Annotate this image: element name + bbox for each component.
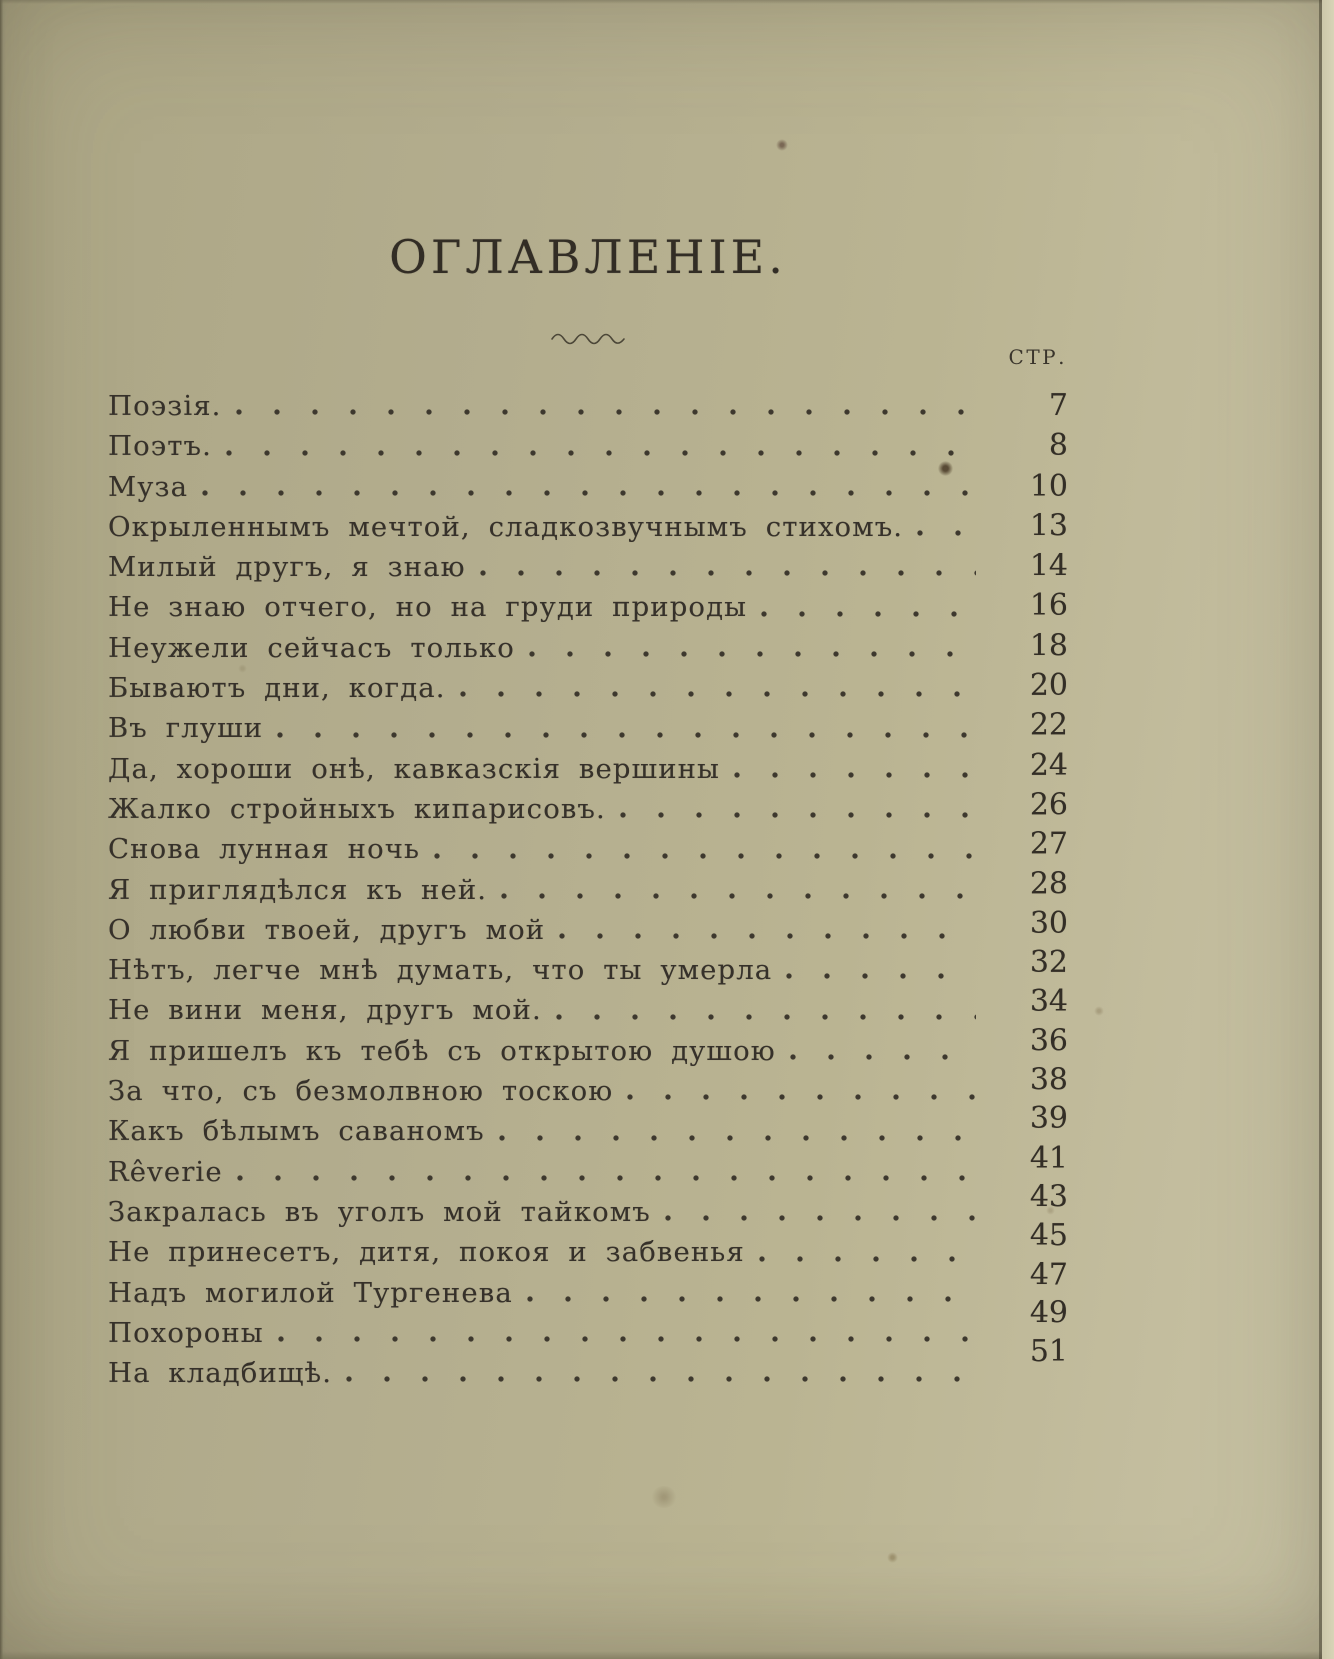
dot-leader [236, 407, 976, 417]
toc-entry-page-number: 20 [1029, 668, 1068, 704]
toc-entry-page-number: 14 [1029, 548, 1068, 584]
toc-entry-page-number: 38 [1029, 1062, 1068, 1098]
toc-entry-page-number: 39 [1029, 1101, 1068, 1137]
toc-entry-title: Да, хороши онѣ, кавказскія вершины [108, 752, 721, 785]
toc-entry-title: Поэзія. [108, 390, 222, 422]
toc-entry-page-number: 34 [1029, 984, 1068, 1020]
toc-entry-page-number: 47 [1029, 1256, 1068, 1292]
toc-entry-row [108, 749, 1068, 789]
toc-entry-row [108, 984, 1068, 1030]
toc-entry-page-number: 16 [1029, 588, 1068, 624]
toc-entry-title: Какъ бѣлымъ саваномъ [108, 1115, 485, 1148]
dot-leader [527, 1294, 976, 1304]
toc-entry-row [108, 507, 1068, 547]
paper-stain [776, 139, 788, 151]
page-left-edge [0, 0, 6, 1659]
dot-leader [620, 810, 976, 820]
toc-entry-page-number: 24 [1029, 747, 1068, 783]
toc-entry-title: На кладбищѣ. [108, 1357, 333, 1390]
toc-entry-row [108, 866, 1068, 910]
dot-leader [790, 1052, 976, 1062]
toc-entry-row [108, 945, 1068, 990]
toc-entry-page-number: 26 [1029, 787, 1068, 823]
page-column-header: СТР. [1008, 345, 1067, 369]
toc-entry-row [108, 1295, 1068, 1353]
paper-stain [887, 1552, 898, 1563]
toc-entry-title: Поэтъ. [108, 430, 212, 463]
toc-entry-title: Снова лунная ночь [108, 833, 421, 866]
dot-leader [786, 971, 976, 981]
toc-entry-row [108, 1179, 1068, 1232]
page-right-edge [1322, 0, 1334, 1659]
dot-leader [529, 649, 976, 659]
paper-stain [650, 1486, 678, 1508]
toc-entry-page-number: 7 [1048, 388, 1068, 423]
toc-entry-page-number: 10 [1029, 468, 1068, 504]
dot-leader [627, 1092, 976, 1102]
toc-entry-row [108, 789, 1068, 829]
page-title: ОГЛАВЛЕНІЕ. [389, 230, 787, 284]
toc-entry-title: Нѣтъ, легче мнѣ думать, что ты умерла [108, 954, 773, 987]
toc-entry-title: Бываютъ дни, когда. [108, 672, 446, 705]
toc-entry-row [108, 467, 1068, 507]
toc-entry-title: Не принесетъ, дитя, покоя и забвенья [108, 1236, 745, 1269]
toc-entry-row [108, 1140, 1068, 1192]
toc-entry-page-number: 43 [1029, 1179, 1068, 1215]
dot-leader [917, 528, 976, 538]
toc-entry-row [108, 547, 1068, 587]
dot-leader [501, 891, 976, 901]
toc-entry-page-number: 41 [1029, 1140, 1068, 1176]
dot-leader [559, 931, 976, 941]
toc-entry-page-number: 30 [1029, 905, 1068, 941]
toc-entry-row [108, 905, 1068, 950]
toc-entry-title: Не вини меня, другъ мой. [108, 994, 542, 1027]
toc-entry-row [108, 1101, 1068, 1151]
toc-entry-row [108, 826, 1068, 869]
toc-entry-row [108, 708, 1068, 748]
toc-list [108, 386, 1068, 1393]
dot-leader [278, 1334, 976, 1344]
toc-entry-page-number: 8 [1048, 428, 1068, 464]
toc-entry-title: Rêverie [108, 1155, 223, 1188]
toc-entry-row [108, 628, 1068, 668]
toc-entry-page-number: 28 [1029, 866, 1068, 902]
dot-leader [202, 488, 976, 498]
toc-entry-page-number: 13 [1029, 508, 1068, 544]
dot-leader [434, 851, 976, 861]
toc-entry-row [108, 1218, 1068, 1272]
toc-entry-page-number: 45 [1029, 1218, 1068, 1254]
toc-entry-row [108, 668, 1068, 708]
dot-leader [665, 1213, 976, 1223]
toc-entry-title: Окрыленнымъ мечтой, сладкозвучнымъ стихомъ. [108, 510, 904, 543]
toc-entry-page-number: 36 [1029, 1023, 1068, 1059]
toc-entry-title: Въ глуши [108, 712, 264, 745]
dot-leader [346, 1374, 976, 1384]
toc-entry-page-number: 51 [1029, 1334, 1068, 1370]
toc-entry-row [108, 426, 1068, 466]
toc-entry-title: Я пришелъ къ тебѣ съ открытою душою [108, 1034, 776, 1067]
toc-entry-title: Я приглядѣлся къ ней. [108, 873, 488, 906]
toc-entry-title: Похороны [108, 1316, 264, 1349]
toc-entry-title: Милый другъ, я знаю [108, 551, 466, 584]
toc-entry-row [108, 1256, 1068, 1313]
toc-entry-title: Муза [108, 470, 189, 503]
dot-leader [556, 1012, 976, 1022]
paper-stain [1094, 1006, 1104, 1016]
toc-entry-title: Неужели сейчасъ только [108, 631, 515, 664]
page-top-edge [0, 0, 1334, 4]
dot-leader [460, 689, 976, 699]
page-right-edge-line [1319, 0, 1322, 1659]
toc-entry-row [108, 1023, 1068, 1071]
dot-leader [277, 730, 976, 740]
dot-leader [759, 1254, 976, 1264]
dot-leader [237, 1173, 976, 1183]
dot-leader [480, 568, 976, 578]
toc-entry-page-number: 49 [1029, 1295, 1068, 1331]
toc-entry-title: Закралась въ уголъ мой тайкомъ [108, 1195, 651, 1228]
toc-entry-row [108, 587, 1068, 627]
toc-entry-row [108, 386, 1068, 426]
dot-leader [499, 1133, 976, 1143]
toc-entry-title: О любви твоей, другъ мой [108, 913, 546, 946]
toc-entry-title: Не знаю отчего, но на груди природы [108, 591, 748, 624]
toc-entry-page-number: 32 [1029, 945, 1068, 981]
dot-leader [761, 609, 976, 619]
toc-entry-row [108, 1334, 1068, 1393]
dot-leader [734, 770, 976, 780]
toc-entry-page-number: 18 [1029, 628, 1068, 664]
dot-leader [226, 448, 976, 458]
toc-entry-title: Жалко стройныхъ кипарисовъ. [108, 792, 606, 825]
page-bottom-edge [0, 1651, 1334, 1659]
toc-entry-page-number: 27 [1029, 826, 1068, 862]
toc-entry-title: За что, съ безмолвною тоскою [108, 1075, 614, 1108]
toc-entry-title: Надъ могилой Тургенева [108, 1276, 513, 1309]
toc-entry-row [108, 1062, 1068, 1111]
toc-entry-page-number: 22 [1029, 708, 1068, 744]
